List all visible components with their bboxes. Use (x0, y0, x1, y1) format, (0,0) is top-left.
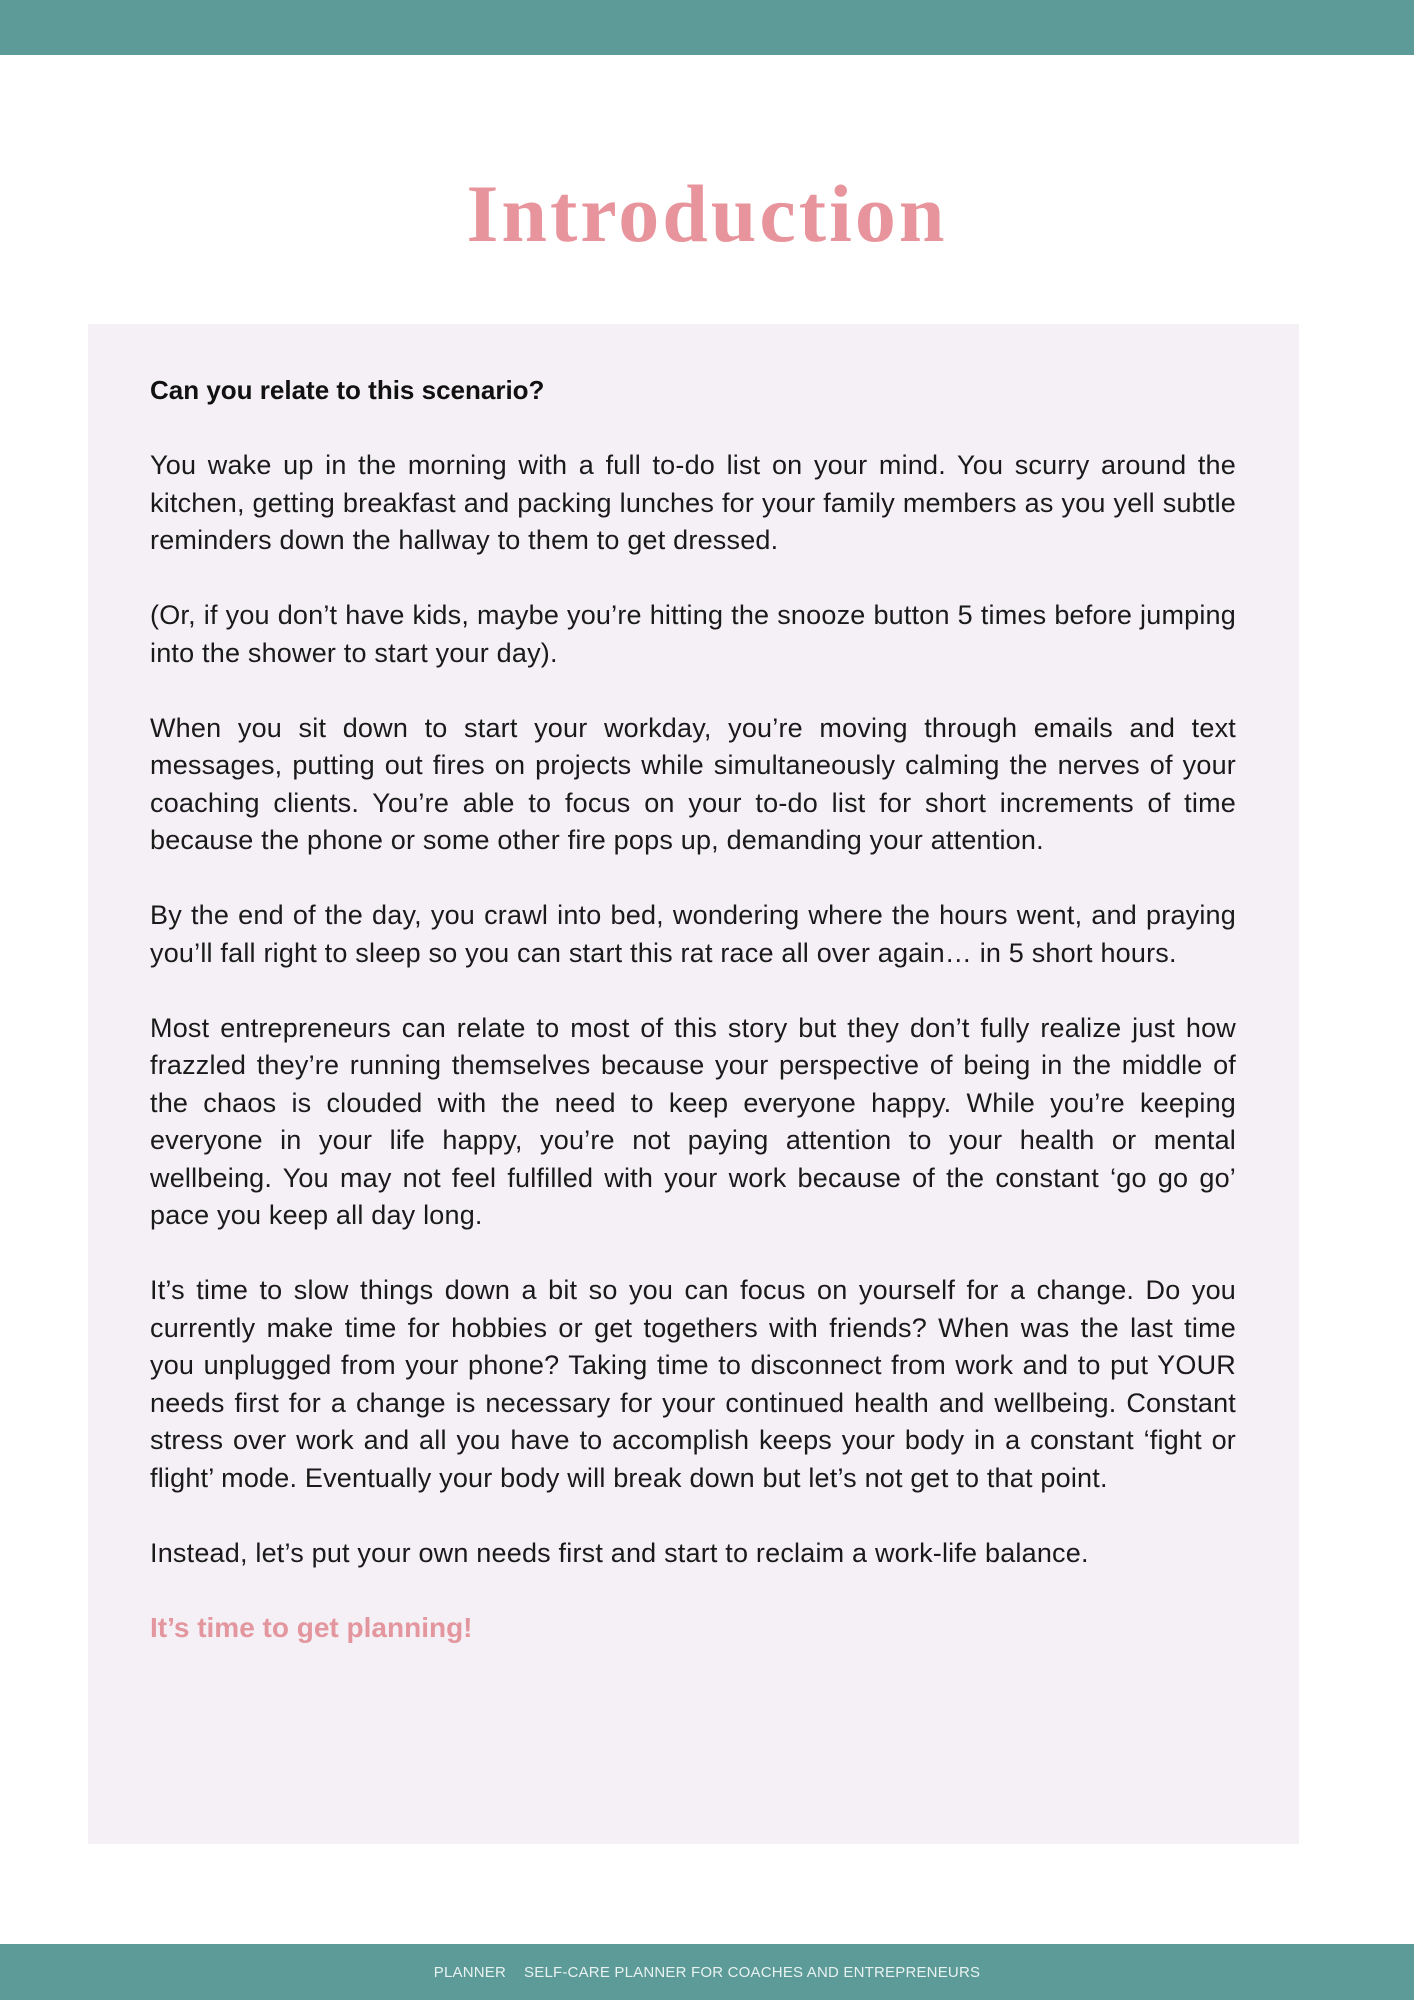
paragraph-no-kids: (Or, if you don’t have kids, maybe you’re hitting the snooze button 5 times before jumping into the shower to start your day). (150, 600, 1236, 668)
footer-label: PLANNER (433, 1964, 507, 1981)
paragraph-instead: Instead, let’s put your own needs first and start to reclaim a work-life balance. (150, 1537, 1089, 1568)
section-heading: Can you relate to this scenario? (150, 375, 545, 405)
paragraph-end-of-day: By the end of the day, you crawl into bed, wondering where the hours went, and praying you’ll fall right to sleep so you can start this rat race all over again… in 5 short hours. (150, 900, 1236, 968)
footer-subtitle: SELF-CARE PLANNER FOR COACHES AND ENTREPRENEURS (524, 1964, 981, 1981)
footer-bar (0, 1944, 1414, 2000)
content-box (88, 324, 1299, 1844)
header-bar (0, 0, 1414, 55)
paragraph-workday: When you sit down to start your workday, you’re moving through emails and text messages, putting out fires on projects while simultaneously calming the nerves of your coaching clients. You’re able to focus on your to-do list for short increments of time because the phone or some other fire pops up, demanding your attention. (150, 712, 1236, 855)
page-title: Introduction (466, 168, 948, 259)
paragraph-entrepreneurs: Most entrepreneurs can relate to most of this story but they don’t fully realize just how frazzled they’re running themselves because your perspective of being in the middle of the chaos is clouded with the need to keep everyone happy. While you’re keeping everyone in your life happy, you’re not paying attention to your health or mental wellbeing. You may not feel fulfilled with your work because of the constant ‘go go go’ pace you keep all day long. (150, 1012, 1236, 1230)
paragraph-slow-down: It’s time to slow things down a bit so you can focus on yourself for a change. Do you currently make time for hobbies or get togethers with friends? When was the last time you unplugged from your phone? Taking time to disconnect from work and to put YOUR needs first for a change is necessary for your continued health and wellbeing. Constant stress over work and all you have to accomplish keeps your body in a constant ‘fight or flight’ mode. Eventually your body will break down but let’s not get to that point. (150, 1275, 1236, 1493)
paragraph-morning-routine: You wake up in the morning with a full to-do list on your mind. You scurry around the kitchen, getting breakfast and packing lunches for your family members as you yell subtle reminders down the hallway to them to get dressed. (150, 450, 1236, 555)
call-to-action: It’s time to get planning! (150, 1612, 473, 1643)
